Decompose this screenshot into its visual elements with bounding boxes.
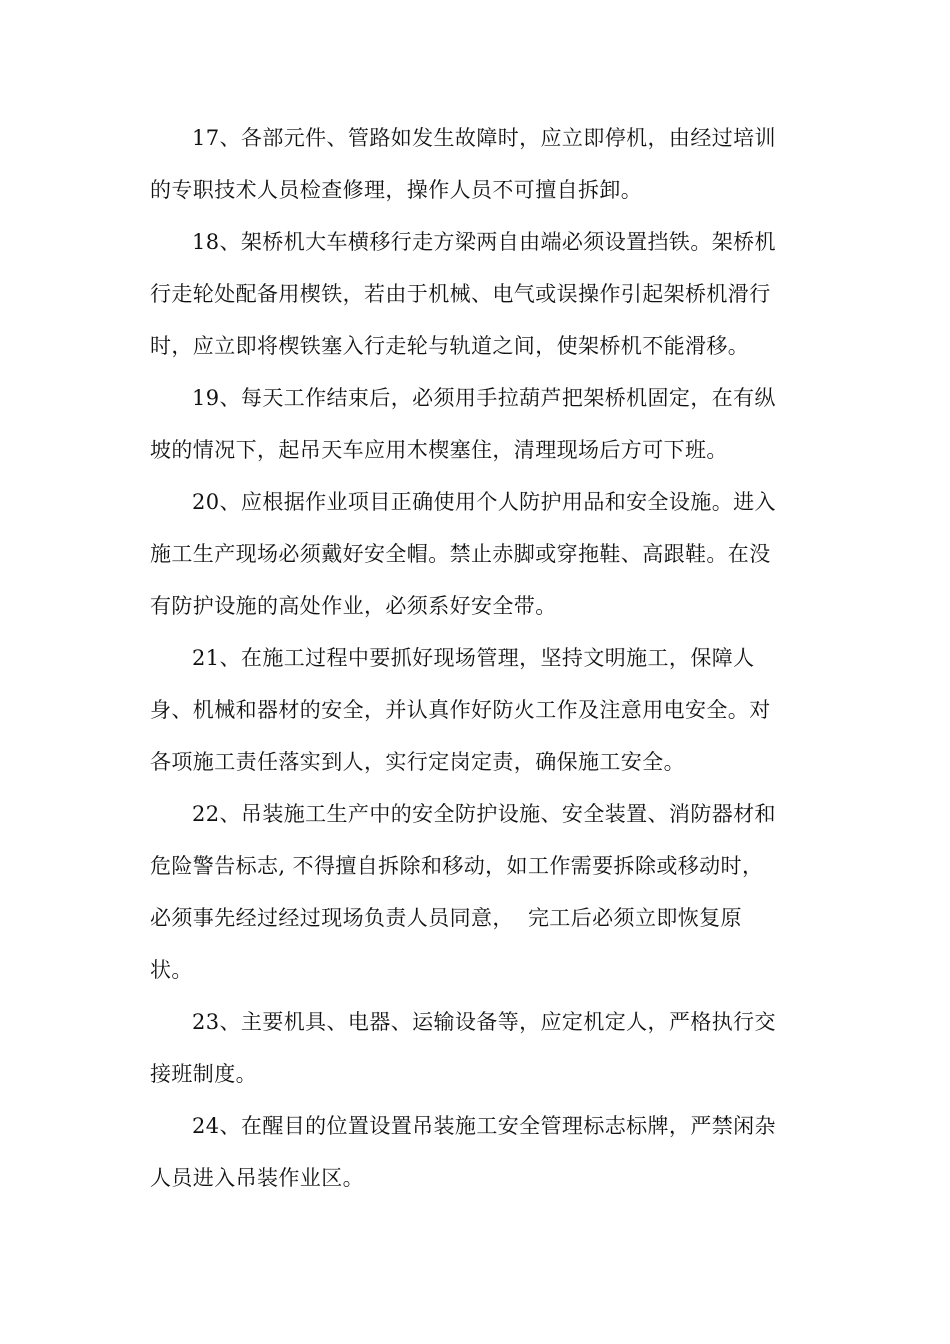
paragraph-18 [150,216,800,372]
paragraph-line: 身、机械和器材的安全，并认真作好防火工作及注意用电安全。对 [150,698,771,722]
paragraph-line: 22、吊装施工生产中的安全防护设施、安全装置、消防器材和 [192,802,776,826]
paragraph-line: 必须事先经过经过现场负责人员同意， 完工后必须立即恢复原 [150,906,742,930]
paragraph-line: 危险警告标志, 不得擅自拆除和移动，如工作需要拆除或移动时， [150,854,764,878]
paragraph-line: 19、每天工作结束后，必须用手拉葫芦把架桥机固定，在有纵 [192,386,776,410]
document-body [150,112,800,1204]
paragraph-line: 21、在施工过程中要抓好现场管理，坚持文明施工，保障人 [192,646,755,670]
paragraph-line: 17、各部元件、管路如发生故障时，应立即停机，由经过培训 [192,126,776,150]
paragraph-line: 20、应根据作业项目正确使用个人防护用品和安全设施。进入 [192,490,776,514]
paragraph-20 [150,476,800,632]
paragraph-line: 24、在醒目的位置设置吊装施工安全管理标志标牌，严禁闲杂 [192,1114,776,1138]
paragraph-22 [150,788,800,996]
paragraph-24 [150,1100,800,1204]
paragraph-line: 行走轮处配备用楔铁，若由于机械、电气或误操作引起架桥机滑行 [150,282,771,306]
paragraph-line: 18、架桥机大车横移行走方梁两自由端必须设置挡铁。架桥机 [192,230,776,254]
paragraph-line: 人员进入吊装作业区。 [150,1166,364,1190]
paragraph-line: 坡的情况下，起吊天车应用木楔塞住，清理现场后方可下班。 [150,438,728,462]
paragraph-line: 各项施工责任落实到人，实行定岗定责，确保施工安全。 [150,750,685,774]
paragraph-line: 23、主要机具、电器、运输设备等，应定机定人，严格执行交 [192,1010,776,1034]
paragraph-line: 有防护设施的高处作业，必须系好安全带。 [150,594,557,618]
paragraph-line: 接班制度。 [150,1062,257,1086]
paragraph-line: 施工生产现场必须戴好安全帽。禁止赤脚或穿拖鞋、高跟鞋。在没 [150,542,771,566]
paragraph-line: 的专职技术人员检查修理，操作人员不可擅自拆卸。 [150,178,643,202]
paragraph-23 [150,996,800,1100]
paragraph-21 [150,632,800,788]
paragraph-line: 时，应立即将楔铁塞入行走轮与轨道之间，使架桥机不能滑移。 [150,334,750,358]
paragraph-17 [150,112,800,216]
paragraph-line: 状。 [150,958,193,982]
paragraph-19 [150,372,800,476]
